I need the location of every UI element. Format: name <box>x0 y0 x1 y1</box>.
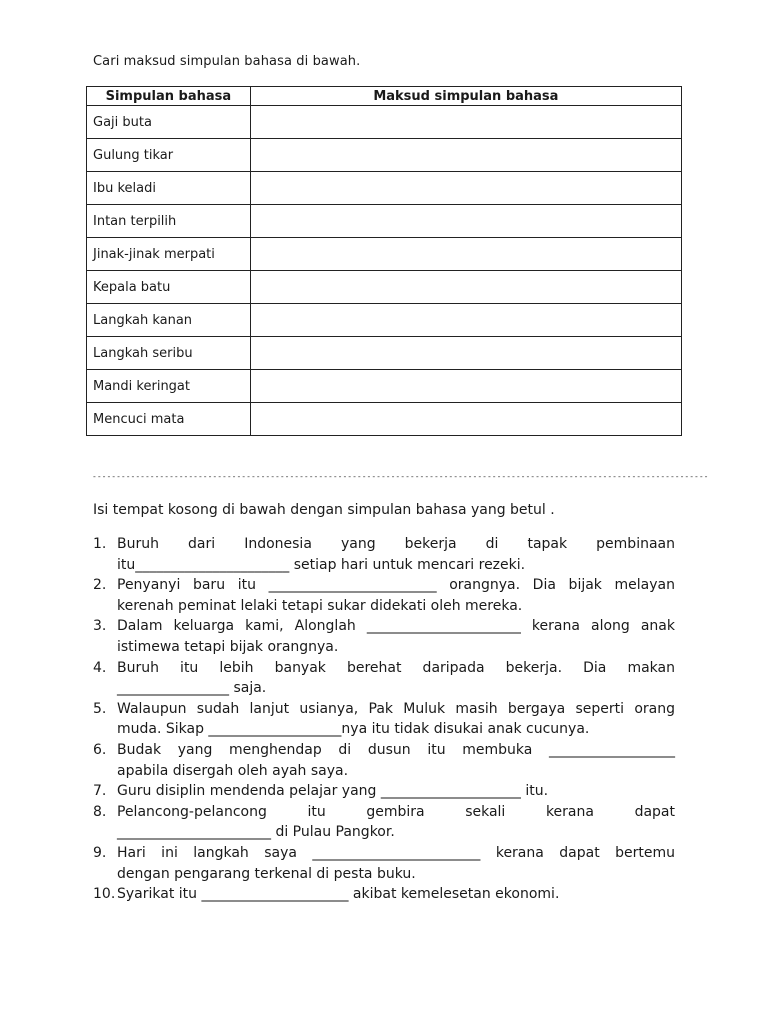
table-row <box>87 271 682 304</box>
question-line: itu______________________ setiap hari untuk mencari rezeki. <box>117 556 526 573</box>
question-line: apabila disergah oleh ayah saya. <box>117 762 349 779</box>
question-number: 4. <box>93 659 107 676</box>
meaning-answer-cell[interactable] <box>250 172 681 205</box>
question-line: ________________ saja. <box>117 680 267 697</box>
meaning-answer-cell[interactable] <box>250 370 681 403</box>
question-number: 1. <box>93 536 107 552</box>
table-row <box>87 238 682 271</box>
idiom-cell: Gulung tikar <box>87 139 251 172</box>
list-item <box>93 534 675 575</box>
question-line: Budak yang menghendap di dusun itu membuka __________________ <box>117 741 675 758</box>
list-item <box>93 781 675 802</box>
list-item <box>93 740 675 781</box>
idiom-cell: Intan terpilih <box>87 205 251 238</box>
question-number: 7. <box>93 783 107 800</box>
question-line: istimewa tetapi bijak orangnya. <box>117 638 339 655</box>
question-line: Buruh itu lebih banyak berehat daripada bekerja. Dia makan <box>117 659 675 676</box>
meaning-answer-cell[interactable] <box>250 403 681 436</box>
list-item <box>93 843 675 884</box>
list-item <box>93 884 675 905</box>
table-row <box>87 106 682 139</box>
instruction-fill-blanks: Isi tempat kosong di bawah dengan simpulan bahasa yang betul . <box>93 502 555 518</box>
question-line: Dalam keluarga kami, Alonglah ______________________ kerana along anak <box>117 618 675 635</box>
question-number: 2. <box>93 577 107 594</box>
table-row <box>87 205 682 238</box>
table-row <box>87 304 682 337</box>
idiom-table <box>86 86 682 436</box>
meaning-answer-cell[interactable] <box>250 205 681 238</box>
question-line: kerenah peminat lelaki tetapi sukar didekati oleh mereka. <box>117 597 523 614</box>
section-separator: -------------------------------------------------------------------------------------------------------------------------------- <box>92 472 709 481</box>
list-item <box>93 575 675 616</box>
idiom-cell: Langkah kanan <box>87 304 251 337</box>
idiom-cell: Langkah seribu <box>87 337 251 370</box>
question-line: dengan pengarang terkenal di pesta buku. <box>117 865 416 882</box>
question-line: Pelancong-pelancong itu gembira sekali kerana dapat <box>117 803 675 820</box>
question-line: ______________________ di Pulau Pangkor. <box>117 824 395 841</box>
question-number: 6. <box>93 741 107 758</box>
question-number: 5. <box>93 700 107 717</box>
table-row <box>87 172 682 205</box>
meaning-answer-cell[interactable] <box>250 271 681 304</box>
list-item <box>93 802 675 843</box>
table-row <box>87 337 682 370</box>
idiom-cell: Ibu keladi <box>87 172 251 205</box>
header-meaning: Maksud simpulan bahasa <box>250 87 681 106</box>
table-row <box>87 370 682 403</box>
idiom-cell: Gaji buta <box>87 106 251 139</box>
question-line: Hari ini langkah saya ________________________ kerana dapat bertemu <box>117 844 675 861</box>
question-number: 8. <box>93 803 107 820</box>
meaning-answer-cell[interactable] <box>250 304 681 337</box>
question-line: Walaupun sudah lanjut usianya, Pak Muluk masih bergaya seperti orang <box>117 700 675 717</box>
meaning-answer-cell[interactable] <box>250 139 681 172</box>
question-number: 9. <box>93 844 107 861</box>
question-line: Guru disiplin mendenda pelajar yang ____________________ itu. <box>117 783 549 800</box>
table-row <box>87 403 682 436</box>
idiom-cell: Mandi keringat <box>87 370 251 403</box>
meaning-answer-cell[interactable] <box>250 106 681 139</box>
idiom-cell: Jinak-jinak merpati <box>87 238 251 271</box>
list-item <box>93 699 675 740</box>
question-line: Penyanyi baru itu ________________________ orangnya. Dia bijak melayan <box>117 577 675 594</box>
meaning-answer-cell[interactable] <box>250 337 681 370</box>
idiom-cell: Mencuci mata <box>87 403 251 436</box>
table-row <box>87 139 682 172</box>
list-item <box>93 658 675 699</box>
question-list <box>93 534 675 905</box>
question-line: Syarikat itu _____________________ akibat kemelesetan ekonomi. <box>117 886 560 903</box>
question-line: muda. Sikap ___________________nya itu tidak disukai anak cucunya. <box>117 721 590 738</box>
idiom-cell: Kepala batu <box>87 271 251 304</box>
instruction-matching: Cari maksud simpulan bahasa di bawah. <box>93 54 361 69</box>
header-idiom: Simpulan bahasa <box>87 87 251 106</box>
list-item <box>93 616 675 657</box>
meaning-answer-cell[interactable] <box>250 238 681 271</box>
question-number: 3. <box>93 618 107 635</box>
table-header-row <box>87 87 682 106</box>
question-line: Buruh dari Indonesia yang bekerja di tapak pembinaan <box>117 536 675 552</box>
question-number: 10. <box>93 886 116 903</box>
